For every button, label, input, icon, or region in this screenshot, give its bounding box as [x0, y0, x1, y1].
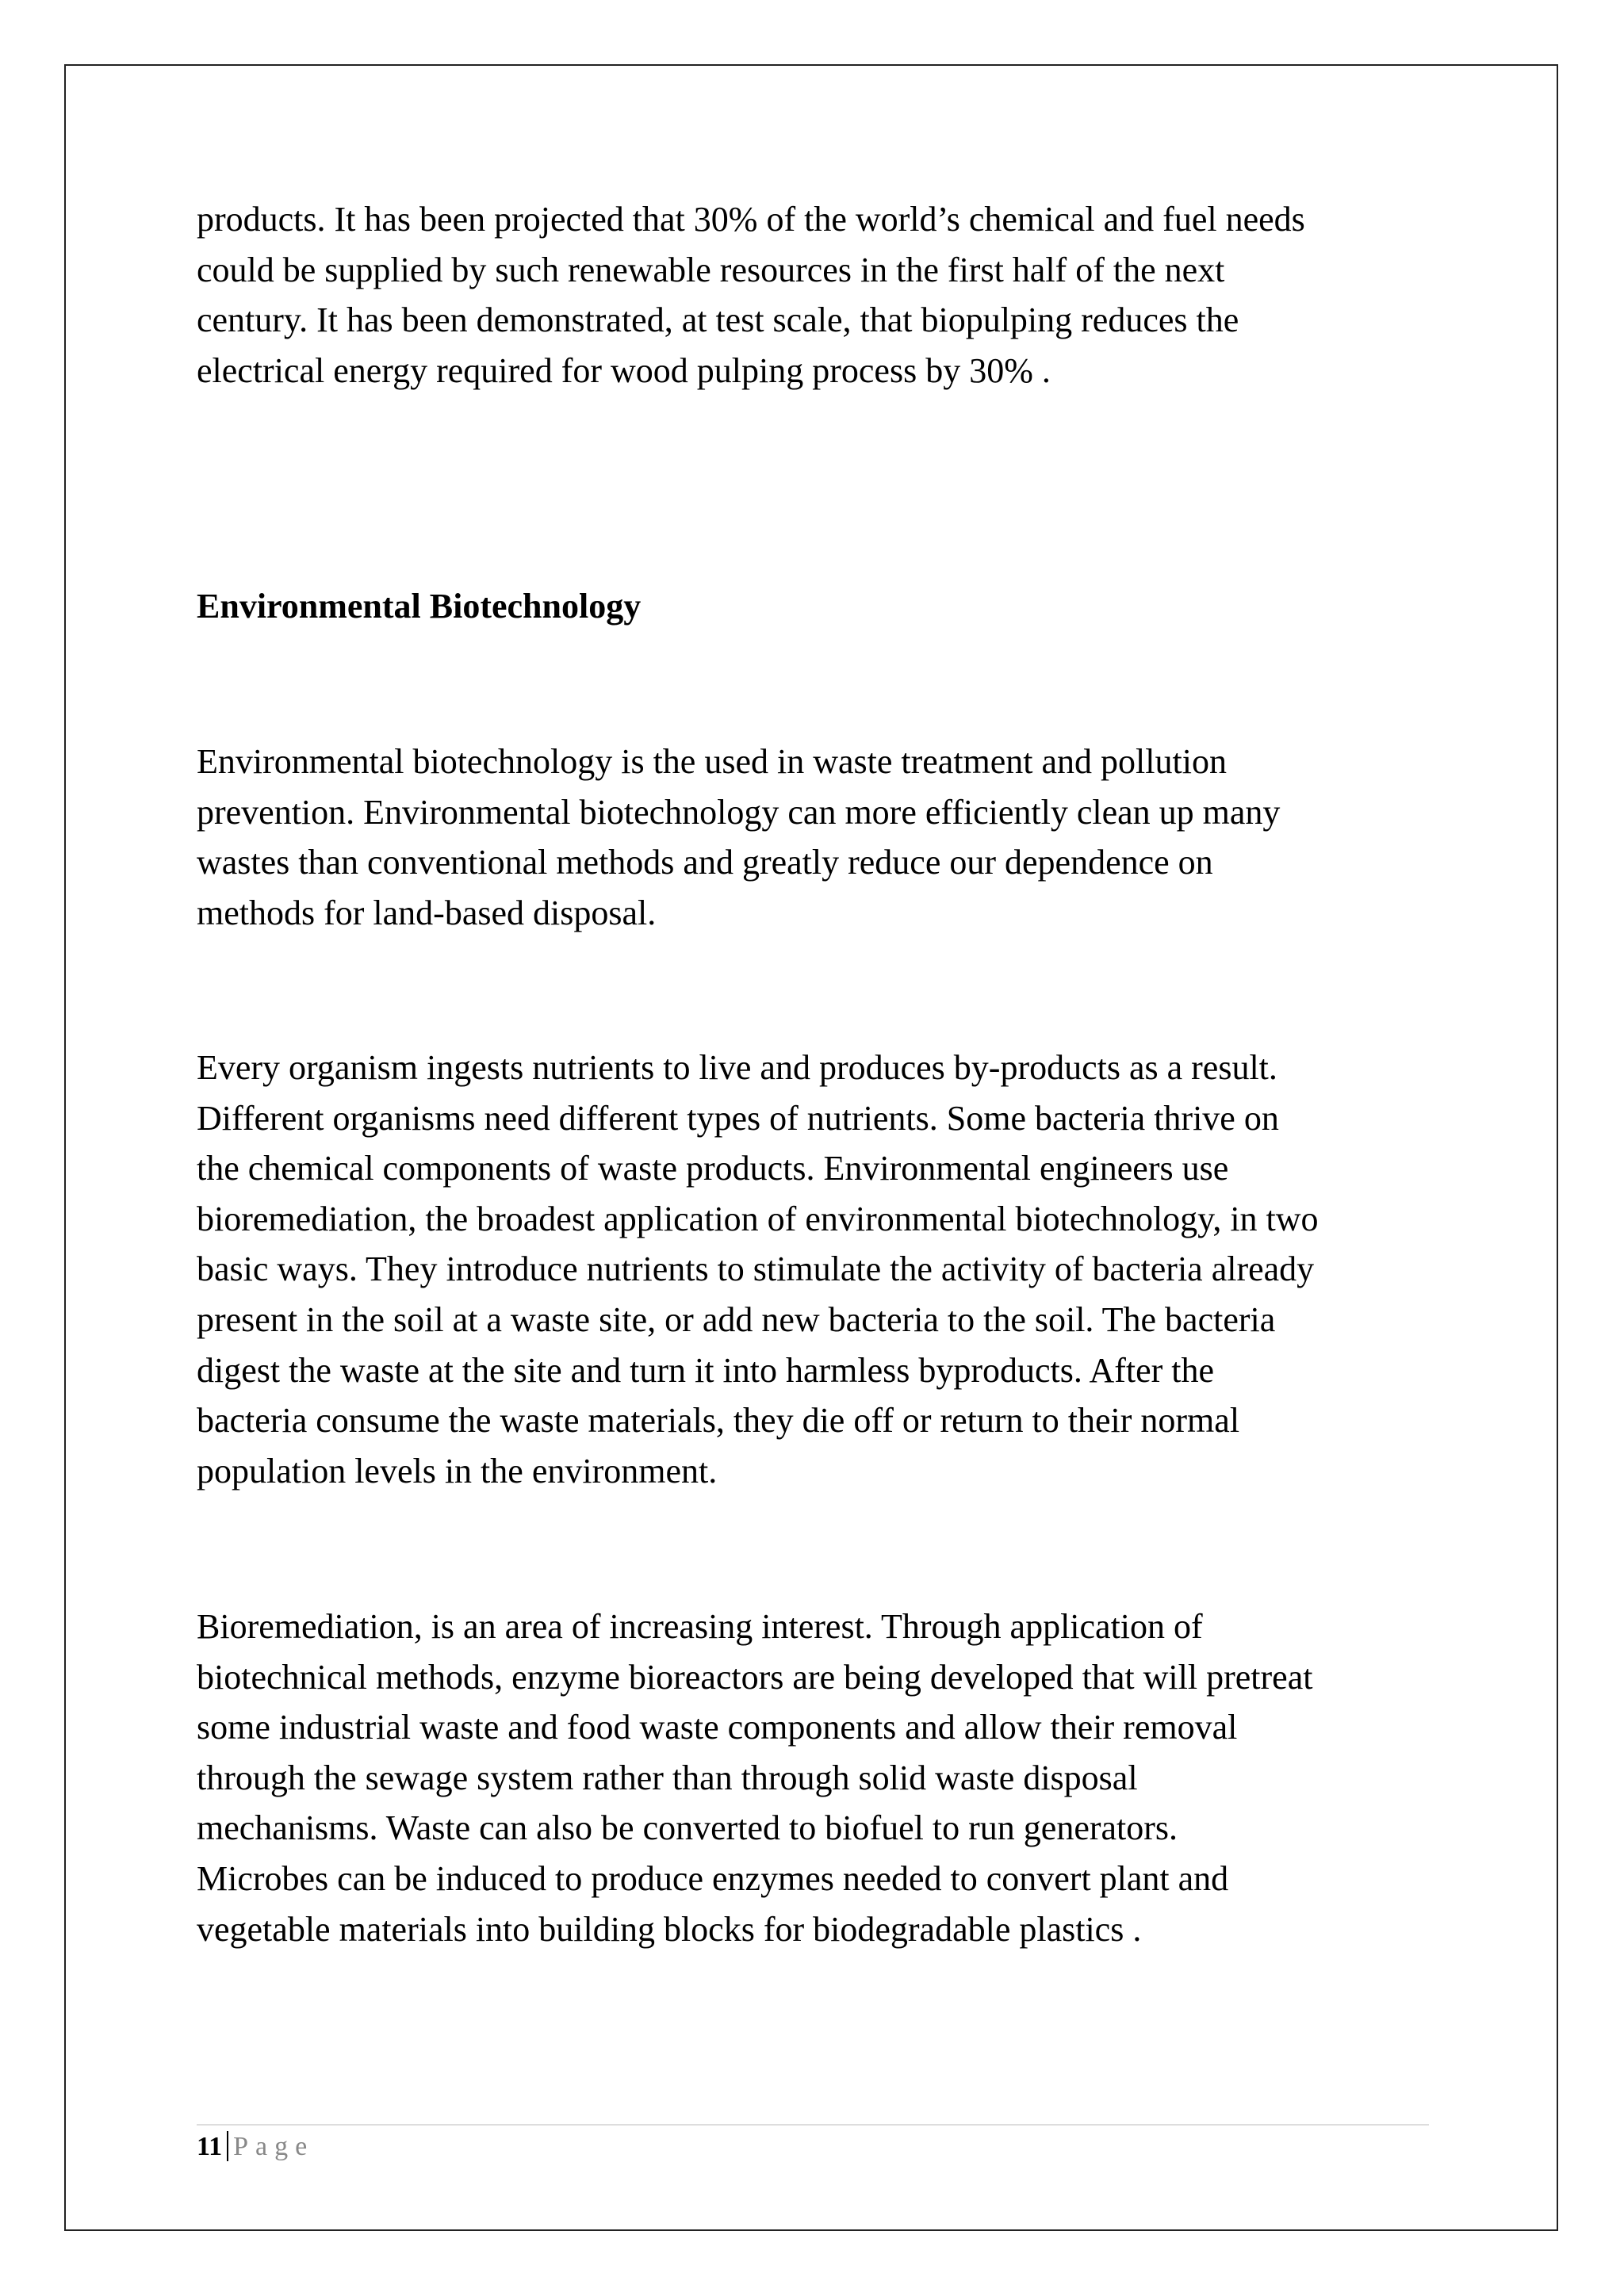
text-line: vegetable materials into building blocks for biodegradable plastics . [197, 1909, 1142, 1949]
footer-divider [197, 2124, 1429, 2126]
text-line: basic ways. They introduce nutrients to stimulate the activity of bacteria already [197, 1249, 1315, 1289]
text-line: products. It has been projected that 30% of the world’s chemical and fuel needs [197, 200, 1305, 239]
paragraph-definition [197, 737, 1497, 938]
text-line: Microbes can be induced to produce enzymes needed to convert plant and [197, 1858, 1229, 1898]
text-line: could be supplied by such renewable resources in the first half of the next [197, 250, 1225, 289]
text-line: some industrial waste and food waste components and allow their removal [197, 1708, 1238, 1747]
text-line: bioremediation, the broadest application of environmental biotechnology, in two [197, 1199, 1319, 1238]
paragraph-bioremediation [197, 1601, 1497, 1954]
text-line: population levels in the environment. [197, 1451, 718, 1490]
text-line: Bioremediation, is an area of increasing interest. Through application of [197, 1607, 1203, 1646]
paragraph-organisms [197, 1043, 1497, 1496]
text-line: Different organisms need different types of nutrients. Some bacteria thrive on [197, 1098, 1279, 1138]
page-number: 11 [197, 2132, 223, 2161]
text-line: mechanisms. Waste can also be converted to biofuel to run generators. [197, 1808, 1178, 1848]
text-line: digest the waste at the site and turn it into harmless byproducts. After the [197, 1350, 1215, 1390]
text-line: Environmental biotechnology is the used in waste treatment and pollution [197, 742, 1227, 781]
text-line: the chemical components of waste products. Environmental engineers use [197, 1149, 1229, 1188]
text-line: through the sewage system rather than through solid waste disposal [197, 1758, 1138, 1797]
section-heading: Environmental Biotechnology [197, 587, 642, 626]
text-line: wastes than conventional methods and greatly reduce our dependence on [197, 843, 1213, 882]
page-label: Page [233, 2132, 315, 2161]
footer-separator [227, 2131, 228, 2161]
text-line: methods for land-based disposal. [197, 893, 657, 932]
text-line: century. It has been demonstrated, at test scale, that biopulping reduces the [197, 300, 1239, 340]
page-footer [197, 2131, 314, 2163]
text-line: present in the soil at a waste site, or add new bacteria to the soil. The bacteria [197, 1299, 1276, 1339]
text-line: Every organism ingests nutrients to live and produces by-products as a result. [197, 1048, 1277, 1087]
text-line: bacteria consume the waste materials, they die off or return to their normal [197, 1401, 1240, 1441]
paragraph-intro [197, 194, 1497, 396]
text-line: prevention. Environmental biotechnology can more efficiently clean up many [197, 792, 1281, 832]
text-line: biotechnical methods, enzyme bioreactors are being developed that will pretreat [197, 1657, 1313, 1697]
text-line: electrical energy required for wood pulping process by 30% . [197, 350, 1051, 390]
